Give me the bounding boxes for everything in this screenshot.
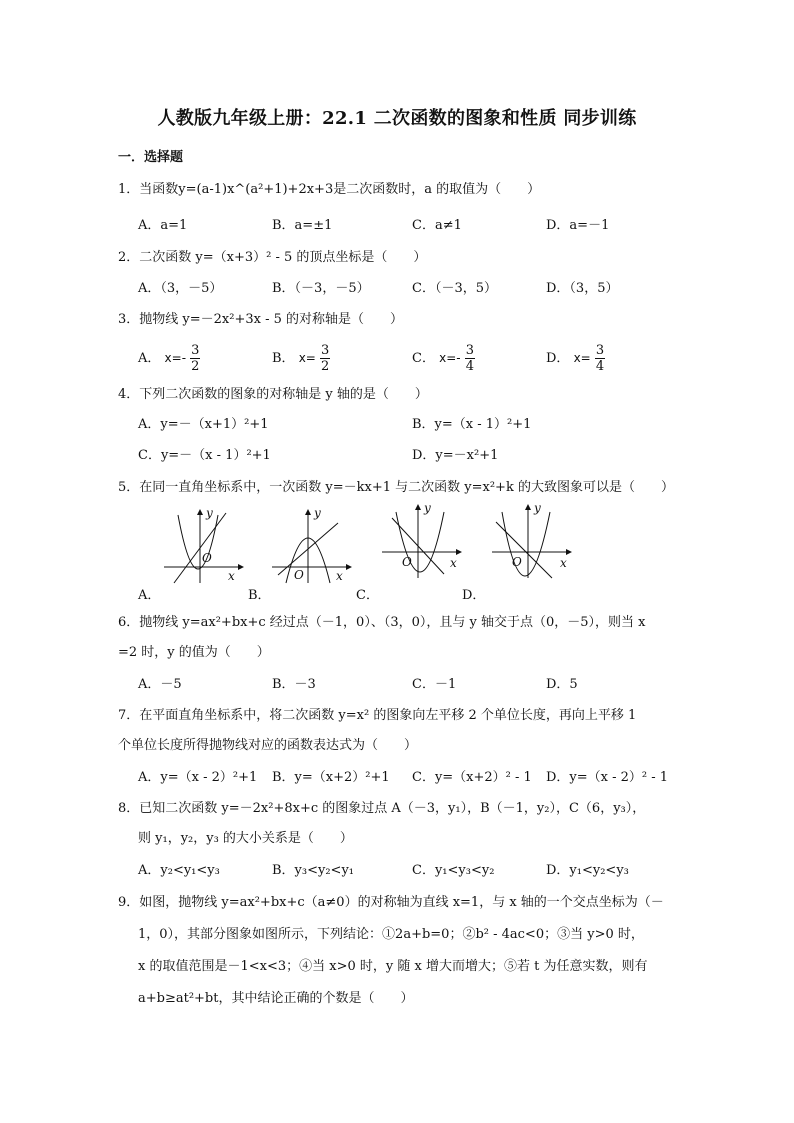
q6-stem-line1: 6．抛物线 y=ax²+bx+c 经过点（－1，0）、（3，0），且与 y 轴交于点（0，－5），则当 x bbox=[118, 615, 646, 630]
q3-option-a[interactable] bbox=[138, 343, 200, 374]
q5-option-a[interactable]: A． bbox=[138, 588, 161, 603]
numerator: 3 bbox=[321, 343, 330, 358]
y-axis-arrow bbox=[415, 504, 421, 510]
numerator: 3 bbox=[595, 343, 605, 358]
q2-stem: 2．二次函数 y=（x+3）² - 5 的顶点坐标是（ ） bbox=[118, 250, 427, 265]
q1-option-c[interactable]: C．a≠1 bbox=[412, 218, 462, 233]
x-axis-arrow bbox=[456, 549, 462, 555]
axis-label-y: y bbox=[206, 506, 213, 520]
axis-label-x: x bbox=[336, 569, 343, 583]
q3-option-c-label: C． bbox=[412, 351, 435, 366]
q2-option-b[interactable]: B．（－3，－5） bbox=[272, 281, 370, 296]
q6-stem-line2: =2 时，y 的值为（ ） bbox=[118, 645, 270, 660]
q1-stem: 1．当函数y=(a-1)x^(a²+1)+2x+3是二次函数时，a 的取值为（ ） bbox=[118, 182, 541, 197]
q7-stem-line1: 7．在平面直角坐标系中，将二次函数 y=x² 的图象向左平移 2 个单位长度，再向上平移 1 bbox=[118, 708, 637, 723]
q8-option-b[interactable]: B．y₃<y₂<y₁ bbox=[272, 863, 355, 878]
q8-option-c[interactable]: C．y₁<y₃<y₂ bbox=[412, 863, 495, 878]
q7-option-c[interactable]: C．y=（x+2）² - 1 bbox=[412, 770, 532, 785]
denominator: 2 bbox=[321, 359, 330, 374]
q3-option-d-expr: x= bbox=[573, 351, 591, 365]
q5-graph-d bbox=[488, 500, 578, 580]
line bbox=[496, 522, 552, 578]
q8-option-a[interactable]: A．y₂<y₁<y₃ bbox=[138, 863, 220, 878]
y-axis-arrow bbox=[197, 509, 203, 515]
q6-option-d[interactable]: D．5 bbox=[546, 677, 578, 692]
q3-option-a-fraction bbox=[190, 343, 200, 374]
origin-label: O bbox=[294, 568, 304, 582]
axis-label-x: x bbox=[450, 556, 457, 570]
y-axis-arrow bbox=[525, 504, 531, 510]
q2-option-a[interactable]: A．（3，－5） bbox=[138, 281, 223, 296]
q3-option-a-expr: x=- bbox=[164, 351, 187, 365]
origin-label: O bbox=[202, 551, 212, 565]
q3-option-a-label: A． bbox=[138, 351, 161, 366]
q6-option-c[interactable]: C．－1 bbox=[412, 677, 457, 692]
q3-option-b-expr: x= bbox=[298, 351, 316, 365]
x-axis-arrow bbox=[566, 549, 572, 555]
q5-option-c[interactable]: C． bbox=[356, 588, 379, 603]
q8-option-d[interactable]: D．y₁<y₂<y₃ bbox=[546, 863, 629, 878]
q3-option-d-fraction bbox=[595, 343, 605, 374]
y-axis-arrow bbox=[305, 509, 311, 515]
q6-option-a[interactable]: A．－5 bbox=[138, 677, 182, 692]
q5-graph-c bbox=[378, 500, 468, 580]
denominator: 4 bbox=[465, 359, 475, 374]
q5-stem: 5．在同一直角坐标系中，一次函数 y=－kx+1 与二次函数 y=x²+k 的大致图象可以是（ ） bbox=[118, 480, 674, 495]
q4-option-a[interactable]: A．y=－（x+1）²+1 bbox=[138, 417, 269, 432]
q3-option-c[interactable] bbox=[412, 343, 475, 374]
q4-option-b[interactable]: B．y=（x - 1）²+1 bbox=[412, 417, 532, 432]
page-title: 人教版九年级上册：22.1 二次函数的图象和性质 同步训练 bbox=[157, 108, 637, 129]
q4-option-c[interactable]: C．y=－（x - 1）²+1 bbox=[138, 448, 271, 463]
q5-option-d[interactable]: D． bbox=[462, 588, 486, 603]
q3-stem: 3．抛物线 y=－2x²+3x - 5 的对称轴是（ ） bbox=[118, 312, 404, 327]
q9-stem-line3: x 的取值范围是－1<x<3；④当 x>0 时，y 随 x 增大而增大；⑤若 t 为任意实数，则有 bbox=[138, 959, 648, 974]
q3-option-d-label: D． bbox=[546, 351, 570, 366]
parabola bbox=[178, 515, 218, 569]
q2-option-c[interactable]: C．（－3，5） bbox=[412, 281, 497, 296]
q8-stem-line2: 则 y₁，y₂，y₃ 的大小关系是（ ） bbox=[138, 831, 353, 846]
origin-label: O bbox=[402, 555, 412, 569]
q1-option-b[interactable]: B．a=±1 bbox=[272, 218, 333, 233]
origin-label: O bbox=[512, 555, 522, 569]
x-axis-arrow bbox=[346, 564, 352, 570]
axis-label-x: x bbox=[560, 556, 567, 570]
axis-label-y: y bbox=[314, 506, 321, 520]
q1-option-d[interactable]: D．a=－1 bbox=[546, 218, 610, 233]
q7-option-b[interactable]: B．y=（x+2）²+1 bbox=[272, 770, 390, 785]
q3-option-b-label: B． bbox=[272, 351, 295, 366]
q3-option-c-expr: x=- bbox=[439, 351, 461, 365]
q5-graph-b bbox=[268, 505, 358, 585]
parabola bbox=[502, 512, 550, 576]
q9-stem-line1: 9．如图，抛物线 y=ax²+bx+c（a≠0）的对称轴为直线 x=1，与 x 轴的一个交点坐标为（－ bbox=[118, 895, 664, 910]
section-heading: 一．选择题 bbox=[118, 150, 184, 165]
q3-option-b[interactable] bbox=[272, 343, 330, 374]
q4-stem: 4．下列二次函数的图象的对称轴是 y 轴的是（ ） bbox=[118, 387, 428, 402]
q3-option-b-fraction bbox=[320, 343, 330, 374]
q3-option-c-fraction bbox=[465, 343, 475, 374]
q5-option-b[interactable]: B． bbox=[248, 588, 271, 603]
q3-option-d[interactable] bbox=[546, 343, 605, 374]
q9-stem-line4: a+b≥at²+bt，其中结论正确的个数是（ ） bbox=[138, 991, 414, 1006]
q6-option-b[interactable]: B．－3 bbox=[272, 677, 316, 692]
q7-option-d[interactable]: D．y=（x - 2）² - 1 bbox=[546, 770, 669, 785]
denominator: 2 bbox=[191, 359, 200, 374]
x-axis-arrow bbox=[238, 564, 244, 570]
q5-graph-a bbox=[160, 505, 250, 585]
q4-option-d[interactable]: D．y=－x²+1 bbox=[412, 448, 499, 463]
q7-stem-line2: 个单位长度所得抛物线对应的函数表达式为（ ） bbox=[118, 738, 418, 753]
q7-option-a[interactable]: A．y=（x - 2）²+1 bbox=[138, 770, 258, 785]
q2-option-d[interactable]: D．（3，5） bbox=[546, 281, 619, 296]
q9-stem-line2: 1，0），其部分图象如图所示，下列结论：①2a+b=0；②b² - 4ac<0；③当 y>0 时， bbox=[138, 927, 644, 942]
axis-label-y: y bbox=[534, 501, 541, 515]
denominator: 4 bbox=[595, 359, 605, 374]
axis-label-x: x bbox=[228, 569, 235, 583]
axis-label-y: y bbox=[424, 501, 431, 515]
q1-option-a[interactable]: A．a=1 bbox=[138, 218, 188, 233]
numerator: 3 bbox=[191, 343, 200, 358]
numerator: 3 bbox=[465, 343, 475, 358]
q8-stem-line1: 8．已知二次函数 y=－2x²+8x+c 的图象过点 A（－3，y₁），B（－1，y₂），C（6，y₃）， bbox=[118, 801, 646, 816]
